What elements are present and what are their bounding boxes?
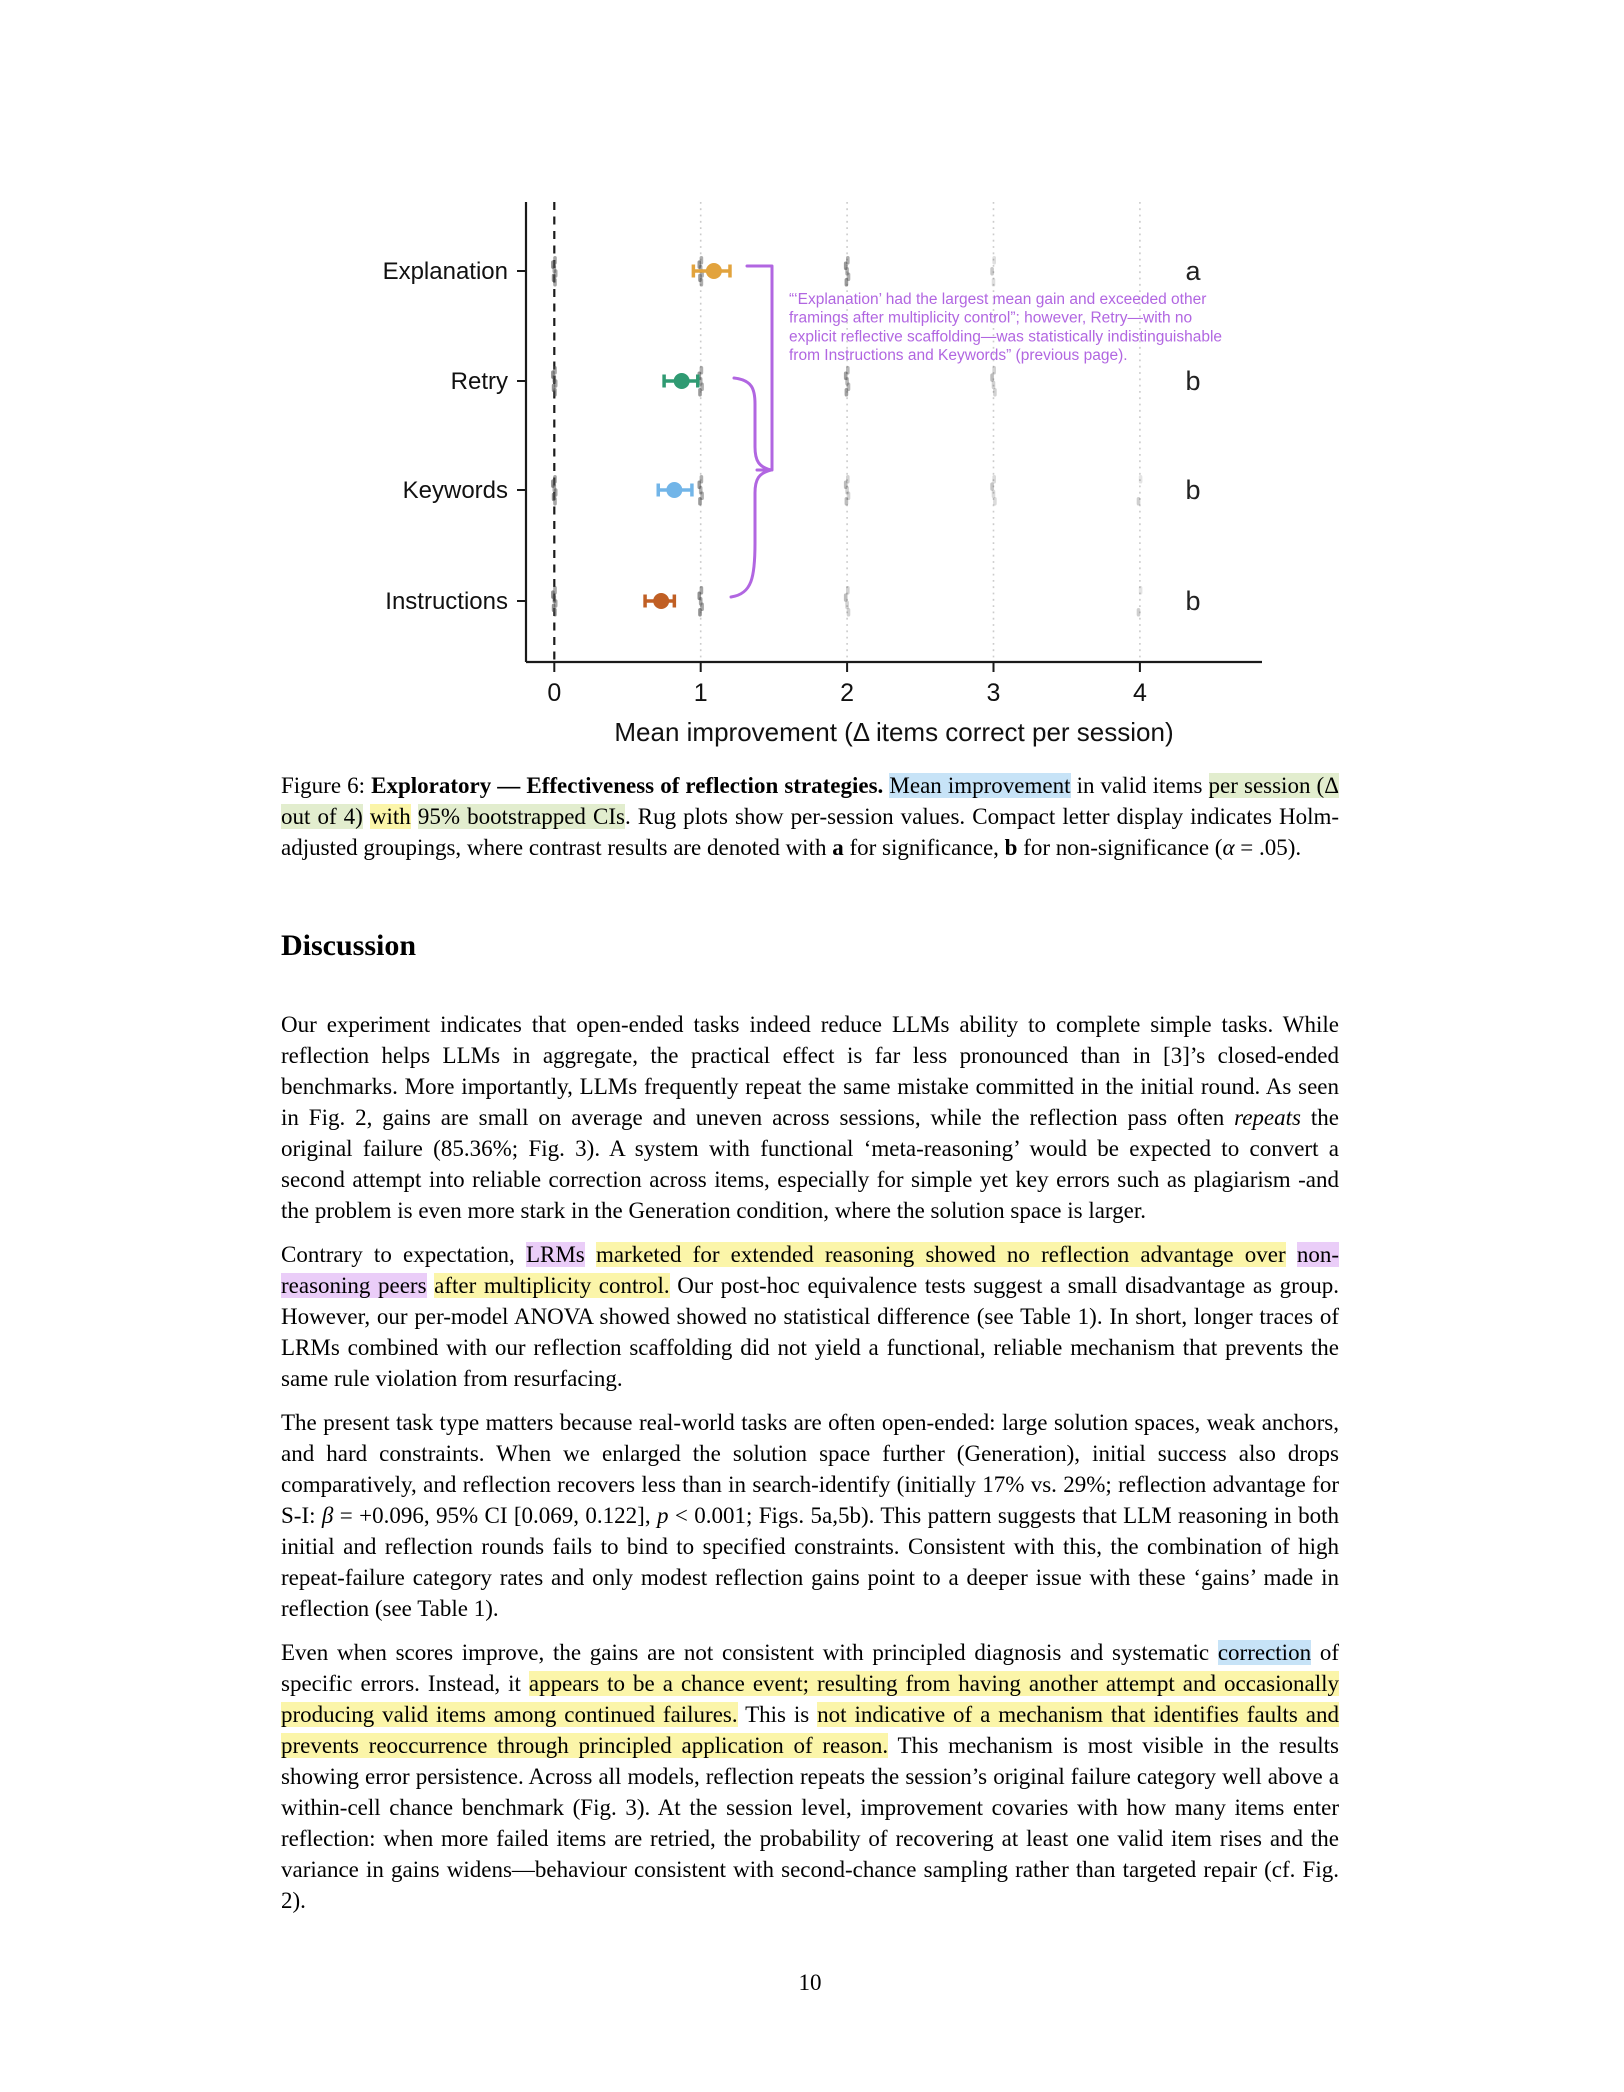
x-axis-title: Mean improvement (Δ items correct per session) <box>614 717 1174 747</box>
ci-cap-high <box>673 595 677 608</box>
text-segment: the original failure (85.36%; Fig. 3). A system with functional ‘meta-reasoning’ would be expected to convert a second attempt into reliable correction across items, especially for simple yet key errors such as plagiarism -and the problem is even more stark in the Generation condition, where the solution space is larger. <box>281 1105 1339 1223</box>
rug-mark <box>990 482 994 491</box>
rug-mark <box>992 475 996 484</box>
text-segment: not indicative of a mechanism that identifies faults and prevents reoccurrence through principled application of reason. <box>281 1702 1339 1758</box>
rug-mark <box>845 601 849 610</box>
text-segment: β <box>321 1503 334 1528</box>
text-segment: after multiplicity control. <box>434 1273 670 1298</box>
rug-mark <box>845 388 849 397</box>
rug-mark <box>553 497 557 506</box>
annotation-text-line: “‘Explanation’ had the largest mean gain and exceeded other <box>789 291 1207 308</box>
text-segment: in valid items <box>1070 773 1209 798</box>
text-segment: for non-significance ( <box>1017 835 1223 860</box>
annotation-text-line: from Instructions and Keywords” (previous page). <box>789 347 1128 365</box>
text-segment: p <box>656 1503 669 1528</box>
rug-mark <box>990 267 994 276</box>
annotation-text-line: framings after multiplicity control”; however, Retry—with no <box>789 309 1193 327</box>
cld-letter: b <box>1185 586 1201 616</box>
x-tick-label: 3 <box>986 679 1001 707</box>
rug-mark <box>992 278 996 287</box>
rug-mark <box>845 497 849 506</box>
rug-mark <box>553 388 557 397</box>
text-segment: appears to be a chance event; resulting from having another attempt and occasionally producing valid items among continued failures. <box>281 1671 1339 1727</box>
cld-letter: b <box>1185 366 1201 396</box>
mean-point <box>674 373 690 389</box>
rug-mark <box>1139 586 1143 595</box>
rug-mark <box>845 278 849 287</box>
text-segment: Mean improvement <box>889 773 1071 798</box>
rug-mark <box>844 593 848 602</box>
discussion-paragraph <box>281 1637 1339 1916</box>
rug-mark <box>847 608 851 617</box>
text-segment: LRMs <box>525 1242 585 1267</box>
annotation-text-line: explicit reflective scaffolding—was statistically indistinguishable <box>789 328 1223 346</box>
page-number: 10 <box>798 1970 822 1995</box>
ci-cap-high <box>696 375 700 388</box>
category-label: Keywords <box>402 477 508 504</box>
text-segment: < 0.001; Figs. 5a,5b). This pattern suggests that LLM reasoning in both initial and reflection rounds fails to bind to specified constraints. Consistent with this, the combination of high repeat-failure category rates and only modest reflection gains point to a deeper issue with these ‘gains’ made in reflection (see Table 1). <box>281 1503 1339 1621</box>
text-segment: Contrary to expectation, <box>281 1242 526 1267</box>
cld-letter: b <box>1185 475 1201 505</box>
x-tick-label: 2 <box>840 679 855 707</box>
text-segment <box>427 1273 435 1298</box>
rug-mark <box>992 490 996 499</box>
text-segment: correction <box>1217 1640 1312 1665</box>
text-segment: = .05). <box>1234 835 1302 860</box>
x-tick-label: 0 <box>547 679 562 707</box>
text-segment: This is <box>737 1702 818 1727</box>
text-segment: The present task type matters because real-world tasks are often open-ended: large solution spaces, weak anchors, and hard constraints. When we enlarged the solution space further (Generation), initial success also drops comparatively, and reflection recovers less than in search-identify (initially 17% vs. 29%; reflection advantage for S-I: <box>281 1410 1339 1528</box>
rug-mark <box>553 278 557 287</box>
rug-mark <box>992 381 996 390</box>
text-segment <box>585 1242 596 1267</box>
text-segment: repeats <box>1234 1105 1301 1130</box>
rug-mark <box>992 366 996 375</box>
text-segment: a <box>832 835 844 860</box>
text-segment: of specific errors. Instead, it <box>281 1640 1339 1696</box>
rug-mark <box>1137 608 1141 617</box>
mean-point <box>653 593 669 609</box>
text-segment: with <box>369 804 411 829</box>
text-segment: 95% bootstrapped CIs <box>417 804 625 829</box>
category-label: Retry <box>450 368 508 395</box>
text-segment: Our post-hoc equivalence tests suggest a small disadvantage as group. However, our per-model ANOVA showed showed no statistical difference (see Table 1). In short, longer traces of LRMs combined with our reflection scaffolding did not yield a functional, reliable mechanism that prevents the same rule violation from resurfacing. <box>281 1273 1339 1391</box>
ci-cap-high <box>728 265 732 278</box>
rug-mark <box>1137 497 1141 506</box>
x-tick-label: 4 <box>1132 679 1147 707</box>
ci-cap-low <box>692 265 696 278</box>
rug-mark <box>553 608 557 617</box>
mean-point <box>706 263 722 279</box>
text-segment: This mechanism is most visible in the results showing error persistence. Across all models, reflection repeats the session’s original failure category well above a within-cell chance benchmark (Fig. 3). At the session level, improvement covaries with how many items enter reflection: when more failed items are retried, the probability of recovering at least one valid item rises and the variance in gains widens—behaviour consistent with second-chance sampling rather than targeted repair (cf. Fig. 2). <box>281 1733 1339 1913</box>
text-segment: per session (Δ out of 4) <box>281 773 1339 829</box>
rug-mark <box>1139 475 1143 484</box>
annotation-brace <box>731 378 771 597</box>
discussion-paragraph <box>281 1009 1339 1226</box>
figure-caption <box>281 770 1339 863</box>
cld-letter: a <box>1185 256 1201 286</box>
x-tick-label: 1 <box>693 679 708 707</box>
rug-mark <box>993 497 997 506</box>
text-segment <box>363 804 370 829</box>
text-column <box>281 770 1339 1916</box>
rug-mark <box>993 388 997 397</box>
text-segment <box>1286 1242 1297 1267</box>
annotation-bracket <box>747 266 772 470</box>
category-label: Instructions <box>385 588 508 615</box>
text-segment <box>411 804 418 829</box>
rug-mark <box>698 497 702 506</box>
text-segment: marketed for extended reasoning showed no reflection advantage over <box>595 1242 1286 1267</box>
rug-mark <box>698 608 702 617</box>
text-segment: Exploratory — Effectiveness of reflection strategies. <box>371 773 884 798</box>
rug-mark <box>846 586 850 595</box>
ci-cap-low <box>662 375 666 388</box>
figure-chart <box>0 0 1624 780</box>
text-segment: non-reasoning peers <box>281 1242 1340 1298</box>
ci-cap-low <box>643 595 647 608</box>
rug-mark <box>700 278 704 287</box>
discussion-paragraph <box>281 1407 1339 1624</box>
text-segment: Figure 6: <box>281 773 372 798</box>
category-label: Explanation <box>382 258 508 285</box>
mean-point <box>666 482 682 498</box>
text-segment: b <box>1004 835 1018 860</box>
rug-mark <box>992 256 996 265</box>
text-segment: Even when scores improve, the gains are not consistent with principled diagnosis and systematic <box>281 1640 1218 1665</box>
discussion-paragraph <box>281 1239 1339 1394</box>
ci-cap-low <box>656 484 660 497</box>
text-segment: . Rug plots show per-session values. Compact letter display indicates Holm-adjusted groupings, where contrast results are denoted with <box>281 804 1340 860</box>
section-heading: Discussion <box>281 929 417 962</box>
discussion-body <box>281 1009 1339 1916</box>
text-segment: = +0.096, 95% CI [0.069, 0.122], <box>333 1503 657 1528</box>
text-segment: α <box>1222 835 1235 860</box>
rug-mark <box>698 388 702 397</box>
ci-cap-high <box>690 484 694 497</box>
text-segment: for significance, <box>843 835 1005 860</box>
text-segment: Our experiment indicates that open-ended tasks indeed reduce LLMs ability to complete simple tasks. While reflection helps LLMs in aggregate, the practical effect is far less pronounced than in [3]’s closed-ended benchmarks. More importantly, LLMs frequently repeat the same mistake committed in the initial round. As seen in Fig. 2, gains are small on average and uneven across sessions, while the reflection pass often <box>281 1012 1339 1130</box>
rug-mark <box>990 373 994 382</box>
